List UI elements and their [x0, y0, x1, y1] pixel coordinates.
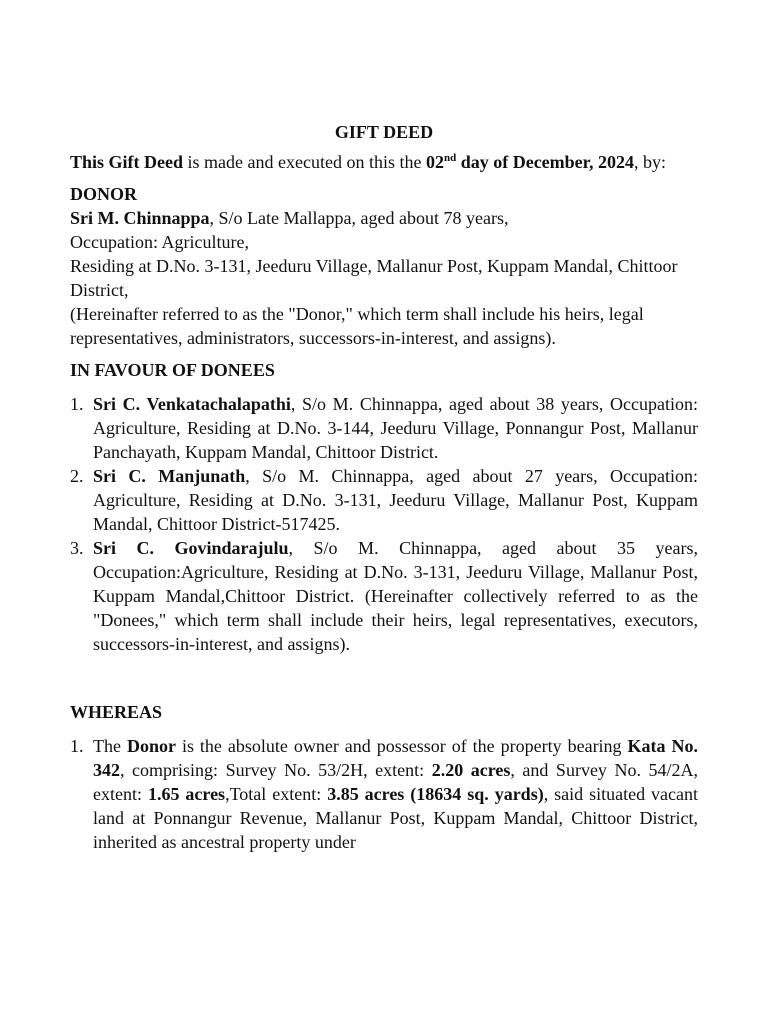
whereas-donor: Donor	[126, 736, 176, 756]
whereas-extent-2: 1.65 acres	[147, 784, 226, 804]
donee-name: Sri C. Venkatachalapathi	[93, 394, 291, 414]
donees-list	[70, 392, 698, 656]
intro-text: is made and executed on this the	[183, 152, 426, 172]
donor-occupation: Occupation: Agriculture,	[70, 232, 249, 252]
whereas-total-extent: 3.85 acres (18634 sq. yards)	[327, 784, 544, 804]
whereas-text: , said situated vacant land at Ponnangur Revenue, Mallanur Post, Kuppam Mandal, Chittoor District, inherited as ancestral property under	[93, 784, 699, 852]
donor-section	[70, 182, 698, 350]
donee-number: 3.	[70, 538, 84, 558]
donee-number: 2.	[70, 466, 84, 486]
donee-item	[70, 392, 698, 464]
whereas-text: is the absolute owner and possessor of the property bearing	[175, 736, 628, 756]
whereas-extent-1: 2.20 acres	[431, 760, 511, 780]
donor-heading: DONOR	[70, 184, 137, 204]
donor-clause: (Hereinafter referred to as the "Donor," which term shall include his heirs, legal representatives, administrators, successors-in-interest, and assigns).	[70, 304, 644, 348]
whereas-text: , comprising: Survey No. 53/2H, extent:	[120, 760, 432, 780]
intro-day	[426, 152, 634, 172]
intro-date: day of December, 2024	[456, 152, 635, 172]
donor-parentage: , S/o Late Mallappa, aged about 78 years,	[209, 208, 509, 228]
donee-details: , S/o M. Chinnappa, aged about 27 years, Occupation: Agriculture, Residing at D.No. 3-131, Jeeduru Village, Mallanur Post, Kuppam Mandal, Chittoor District-517425.	[93, 466, 698, 534]
intro-lead: This Gift Deed	[70, 152, 184, 172]
whereas-item	[70, 734, 698, 854]
donee-name: Sri C. Manjunath	[93, 466, 246, 486]
donee-details: , S/o M. Chinnappa, aged about 35 years, Occupation:Agriculture, Residing at D.No. 3-131, Jeeduru Village, Mallanur Post, Kuppam Mandal,Chittoor District. (Hereinafter collectively referred to as the "Donees," which term shall include their heirs, legal representatives, executors, successors-in-interest, and assigns).	[93, 538, 699, 654]
whereas-text: , and Survey No. 54/2A, extent:	[93, 760, 698, 804]
donee-name: Sri C. Govindarajulu	[93, 538, 289, 558]
deed-page	[70, 120, 698, 854]
donor-name-line	[70, 206, 698, 230]
whereas-text: The	[93, 736, 127, 756]
whereas-list	[70, 734, 698, 854]
document-title: GIFT DEED	[334, 122, 434, 142]
intro-day-number: 02	[425, 152, 444, 172]
donor-address: Residing at D.No. 3-131, Jeeduru Village, Mallanur Post, Kuppam Mandal, Chittoor District,	[70, 256, 678, 300]
whereas-number: 1.	[70, 736, 84, 756]
donee-item	[70, 464, 698, 536]
donees-heading: IN FAVOUR OF DONEES	[70, 360, 275, 380]
donee-item	[70, 536, 698, 656]
intro-by: , by:	[634, 152, 667, 172]
donee-details: , S/o M. Chinnappa, aged about 38 years, Occupation: Agriculture, Residing at D.No. 3-144, Jeeduru Village, Ponnangur Post, Mallanur Panchayath, Kuppam Mandal, Chittoor District.	[93, 394, 699, 462]
intro-day-suffix: nd	[443, 152, 457, 164]
whereas-kata: Kata No. 342	[93, 736, 698, 780]
donee-number: 1.	[70, 394, 84, 414]
donor-name: Sri M. Chinnappa	[70, 208, 210, 228]
whereas-heading: WHEREAS	[70, 702, 163, 722]
whereas-text: ,Total extent:	[225, 784, 328, 804]
intro-paragraph	[70, 150, 698, 174]
